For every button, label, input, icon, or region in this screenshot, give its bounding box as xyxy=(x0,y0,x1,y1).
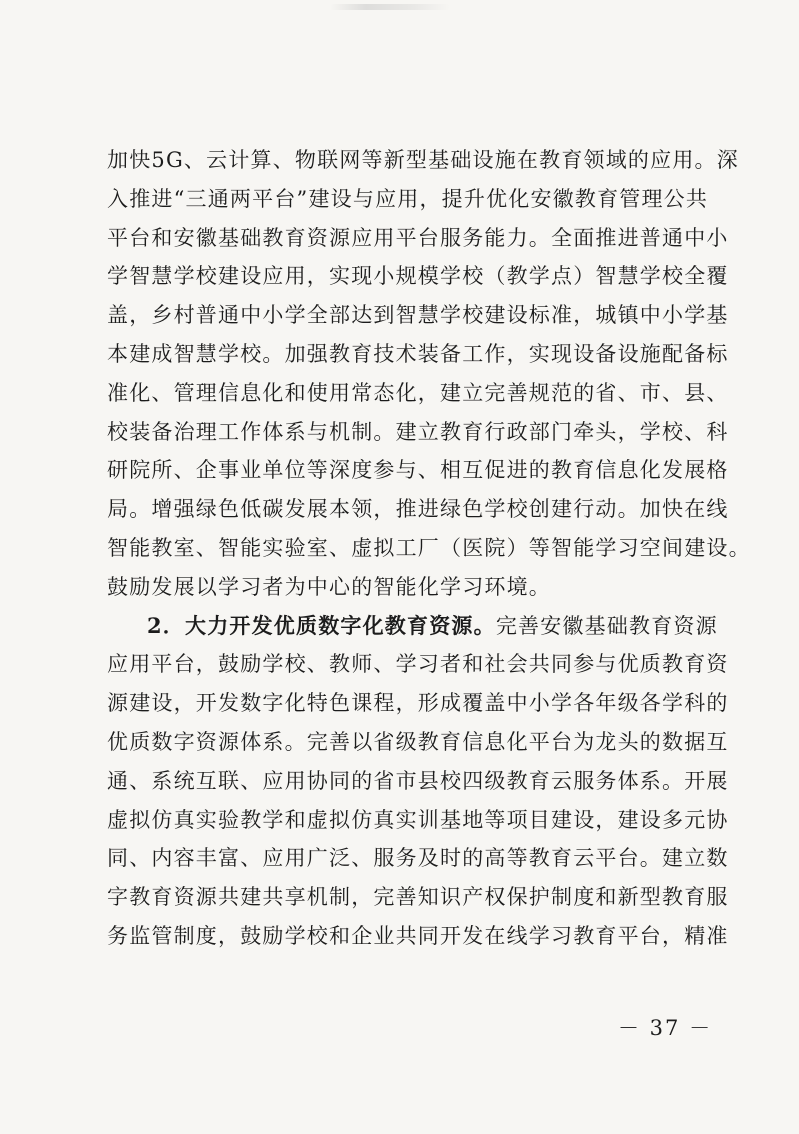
scan-artifact xyxy=(330,4,450,10)
page-number: － 37 － xyxy=(618,1016,713,1040)
text-line: 学智慧学校建设应用，实现小规模学校（教学点）智慧学校全覆 xyxy=(107,264,729,289)
text-line: 优质数字资源体系。完善以省级教育信息化平台为龙头的数据互 xyxy=(107,729,729,754)
text-line: 研院所、企事业单位等深度参与、相互促进的教育信息化发展格 xyxy=(107,458,729,483)
text-line: 平台和安徽基础教育资源应用平台服务能力。全面推进普通中小 xyxy=(107,225,729,250)
text-line: 同、内容丰富、应用广泛、服务及时的高等教育云平台。建立数 xyxy=(107,846,729,871)
text-line: 通、系统互联、应用协同的省市县校四级教育云服务体系。开展 xyxy=(107,768,729,793)
section-2-heading: 2．大力开发优质数字化教育资源。 xyxy=(147,612,496,638)
text-line: 鼓励发展以学习者为中心的智能化学习环境。 xyxy=(107,574,551,599)
text-line: 智能教室、智能实验室、虚拟工厂（医院）等智能学习空间建设。 xyxy=(107,535,751,560)
text-line: 局。增强绿色低碳发展本领，推进绿色学校创建行动。加快在线 xyxy=(107,497,729,522)
text-line: 入推进“三通两平台”建设与应用，提升优化安徽教育管理公共 xyxy=(107,186,709,211)
text-line: 校装备治理工作体系与机制。建立教育行政部门牵头，学校、科 xyxy=(107,419,729,444)
text-line: 应用平台，鼓励学校、教师、学习者和社会共同参与优质教育资 xyxy=(107,652,729,677)
text-line: 盖，乡村普通中小学全部达到智慧学校建设标准，城镇中小学基 xyxy=(107,303,729,328)
text-line: 字教育资源共建共享机制，完善知识产权保护制度和新型教育服 xyxy=(107,885,729,910)
section-2-first-line-text: 完善安徽基础教育资源 xyxy=(495,613,718,638)
text-line: 准化、管理信息化和使用常态化，建立完善规范的省、市、县、 xyxy=(107,380,729,405)
text-line: 加快5G、云计算、物联网等新型基础设施在教育领域的应用。深 xyxy=(107,148,739,172)
text-line: 本建成智慧学校。加强教育技术装备工作，实现设备设施配备标 xyxy=(107,341,729,366)
text-line: 务监管制度，鼓励学校和企业共同开发在线学习教育平台，精准 xyxy=(107,923,729,948)
text-line: 虚拟仿真实验教学和虚拟仿真实训基地等项目建设，建设多元协 xyxy=(107,807,729,832)
body-text xyxy=(107,141,751,956)
text-line: 源建设，开发数字化特色课程，形成覆盖中小学各年级各学科的 xyxy=(107,691,729,716)
section-2-first-line xyxy=(107,607,718,646)
